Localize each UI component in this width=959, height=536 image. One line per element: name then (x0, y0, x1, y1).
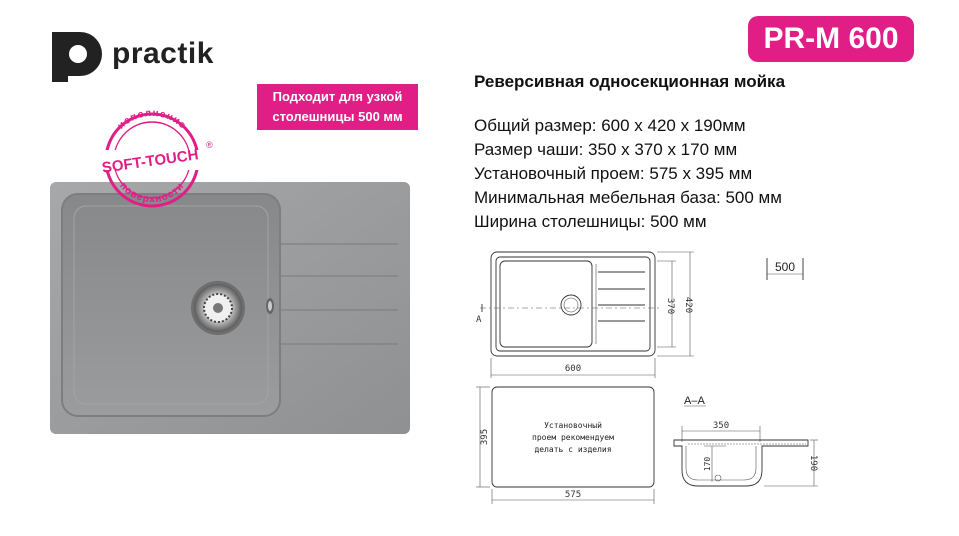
model-badge: PR-M 600 (748, 16, 914, 62)
cutout-note-line2: проем рекомендуем (532, 433, 614, 442)
cabinet-base-symbol (767, 258, 803, 280)
cutout-drawing (476, 387, 654, 504)
brand-name: practik (112, 37, 214, 70)
section-title: A–A (684, 395, 705, 407)
cutout-note-line3: делать с изделия (534, 445, 612, 454)
spec-bowl-size: Размер чаши: 350 х 370 х 170 мм (474, 140, 738, 159)
soft-touch-main: SOFT-TOUCH (100, 146, 200, 177)
product-title: Реверсивная односекционная мойка (474, 72, 786, 91)
cutout-height-label: 395 (480, 428, 490, 446)
spec-countertop-width: Ширина столешницы: 500 мм (474, 212, 707, 231)
soft-touch-top-arc: исполнение (115, 108, 189, 132)
soft-touch-bottom-arc: поверхности (117, 180, 187, 206)
top-width-label: 600 (564, 364, 582, 374)
spec-min-cabinet: Минимальная мебельная база: 500 мм (474, 188, 782, 207)
section-total-depth-label: 190 (808, 454, 818, 472)
cabinet-base-label: 500 (774, 260, 796, 274)
top-view-drawing (476, 252, 694, 378)
narrow-badge-line2: столешницы 500 мм (272, 109, 403, 124)
top-bowl-height-label: 370 (665, 297, 675, 315)
spec-overall-size: Общий размер: 600 х 420 х 190мм (474, 116, 746, 135)
soft-touch-registered: ® (206, 140, 213, 150)
section-bowl-depth-label: 170 (703, 456, 712, 472)
section-mark-left: A (476, 315, 482, 325)
section-drawing (674, 395, 818, 486)
top-outer-height-label: 420 (683, 296, 693, 314)
spec-cutout-size: Установочный проем: 575 х 395 мм (474, 164, 753, 183)
section-bowl-width-label: 350 (712, 421, 730, 431)
narrow-badge-line1: Подходит для узкой (272, 89, 403, 104)
cutout-note-line1: Установочный (544, 421, 602, 430)
cutout-width-label: 575 (564, 490, 582, 500)
